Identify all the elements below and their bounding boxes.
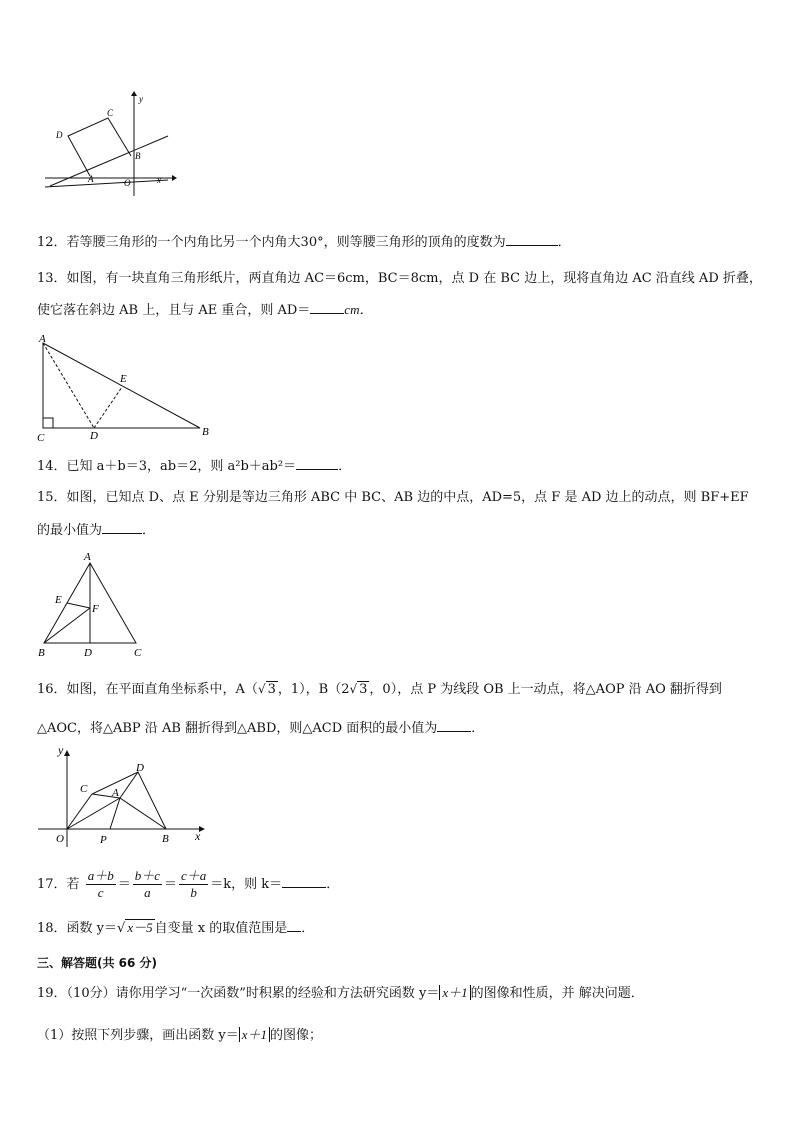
q16-sqrt-a: 3 [267, 682, 276, 697]
fig11-label-y: y [139, 94, 143, 104]
question-15-line1: 15．如图，已知点 D、点 E 分别是等边三角形 ABC 中 BC、AB 边的中点，AD=5，点 F 是 AD 边上的动点，则 BF+EF [37, 490, 749, 505]
q16-sqrt-b: 3 [359, 682, 368, 697]
q17-end: ． [326, 877, 340, 892]
question-16-line1: 16．如图，在平面直角坐标系中，A（√ 3 ，1），B（2√ 3 ，0），点 P 为线段 OB 上一动点，将△AOP 沿 AO 翻折得到 [37, 682, 722, 697]
fig15-label-a: A [84, 551, 91, 563]
question-19-part1 [37, 1026, 322, 1045]
fig11-label-c: C [107, 108, 114, 118]
q18-answer-blank [287, 919, 301, 932]
q13-answer-blank [310, 301, 344, 314]
fig11-label-o: O [124, 178, 131, 188]
question-13-line1: 13．如图，有一块直角三角形纸片，两直角边 AC＝6cm，BC＝8cm，点 D 在 BC 边上，现将直角边 AC 沿直线 AD 折叠， [37, 271, 762, 286]
q16-end: ． [471, 721, 485, 736]
q19-1-suffix: 的图像； [270, 1028, 323, 1043]
q15-answer-blank [102, 521, 142, 534]
fig13-label-d: D [90, 430, 98, 442]
q17-fraction-1: $\frac{a+b}{c}$ [87, 868, 114, 900]
q18-prefix: 18．函数 y＝ [37, 921, 118, 936]
figure-13 [34, 332, 219, 444]
q12-end: ． [557, 235, 571, 250]
fig15-label-c: C [134, 647, 142, 659]
q17-prefix: 17．若 [37, 877, 80, 892]
q13-unit: cm． [344, 302, 373, 317]
question-12 [37, 233, 571, 252]
q19-1-abs-expr: x＋1 [239, 1027, 270, 1042]
q16-answer-blank [437, 719, 471, 732]
fig15-label-f: F [92, 603, 99, 615]
question-18: 18．函数 y＝√ x－5 自变量 x 的取值范围是 ． [37, 920, 315, 936]
q15-line2-text: 的最小值为 [37, 523, 103, 538]
fig16-label-a: A [112, 787, 119, 799]
figure-11 [40, 88, 180, 198]
q19-abs-expr: x＋1 [439, 985, 470, 1000]
q18-suffix: 自变量 x 的取值范围是 [154, 921, 288, 936]
figure-15 [34, 548, 154, 660]
q14-answer-blank [296, 457, 338, 470]
q17-eq-1: ＝ [117, 877, 131, 892]
q18-end: ． [301, 921, 315, 936]
q19-prefix: 19．（10分）请你用学习“一次函数”时积累的经验和方法研究函数 y＝ [37, 986, 440, 1001]
q16-part2: ，1），B（2 [277, 682, 350, 697]
fig13-label-b: B [202, 426, 209, 438]
q17-fraction-2: $\frac{b+c}{a}$ [134, 868, 160, 900]
q19-1-prefix: （1）按照下列步骤，画出函数 y＝ [37, 1028, 239, 1043]
section-3-heading: 三、解答题(共 66 分) [37, 956, 158, 970]
question-16-line2 [37, 719, 484, 738]
fig13-label-e: E [120, 373, 127, 385]
question-13-line2 [37, 301, 372, 320]
q18-radicand: x－5 [127, 920, 153, 935]
fig16-label-o: O [56, 833, 64, 845]
q15-end: ． [142, 523, 156, 538]
q17-suffix: ＝k，则 k＝ [210, 877, 283, 892]
question-19 [37, 984, 644, 1003]
fig13-label-a: A [39, 333, 46, 345]
q17-answer-blank [282, 875, 326, 888]
fig16-label-d: D [136, 762, 144, 774]
fig11-label-b: B [135, 151, 141, 161]
q12-answer-blank [506, 233, 558, 246]
fig15-label-b: B [38, 647, 45, 659]
q17-eq-2: ＝ [164, 877, 178, 892]
question-15-line2 [37, 521, 155, 540]
question-14 [37, 457, 351, 476]
fig16-label-p: P [100, 834, 107, 846]
q12-text: 12．若等腰三角形的一个内角比另一个内角大30°，则等腰三角形的顶角的度数为 [37, 235, 506, 250]
q14-text: 14．已知 a＋b＝3，ab＝2，则 a²b＋ab²＝ [37, 459, 297, 474]
fig16-label-y: y [58, 743, 64, 757]
q13-line2-text: 使它落在斜边 AB 上，且与 AE 重合，则 AD＝ [37, 303, 311, 318]
q16-part3: ，0），点 P 为线段 OB 上一动点，将△AOP 沿 AO 翻折得到 [369, 682, 722, 697]
fig15-label-e: E [55, 594, 62, 606]
q16-line2-text: △AOC，将△ABP 沿 AB 翻折得到△ABD，则△ACD 面积的最小值为 [37, 721, 438, 736]
fig16-label-b: B [162, 833, 169, 845]
q16-part1: 16．如图，在平面直角坐标系中，A（ [37, 682, 258, 697]
fig16-label-x: x [195, 829, 201, 843]
q14-end: ． [338, 459, 352, 474]
q17-fraction-3: $\frac{c+a}{b}$ [181, 868, 207, 900]
figure-16 [34, 740, 214, 850]
fig11-label-x: x [157, 175, 161, 185]
question-17 [37, 866, 339, 904]
fig11-label-a: A [88, 174, 94, 184]
fig13-label-c: C [37, 432, 45, 444]
q19-suffix: 的图像和性质，并 解决问题． [470, 986, 644, 1001]
fig15-label-d: D [84, 647, 92, 659]
fig11-label-d: D [56, 130, 63, 140]
fig16-label-c: C [80, 783, 88, 795]
